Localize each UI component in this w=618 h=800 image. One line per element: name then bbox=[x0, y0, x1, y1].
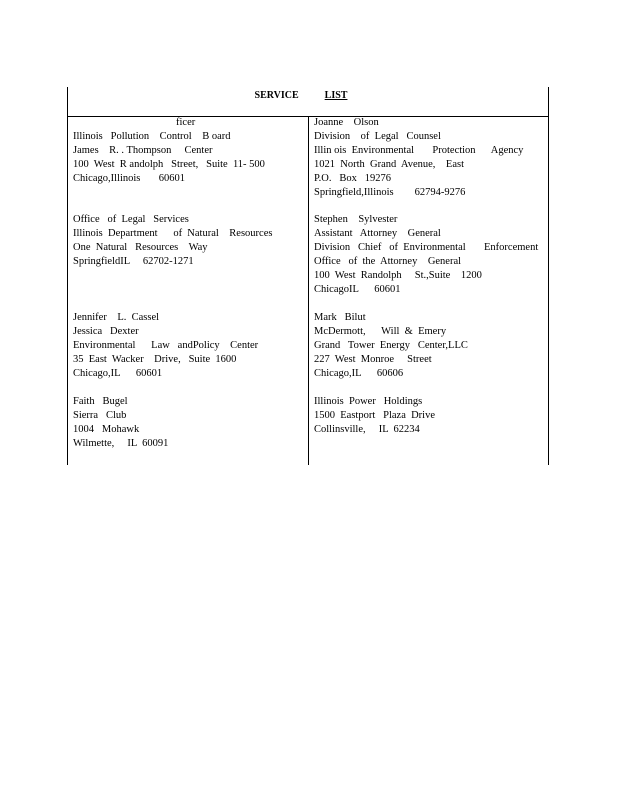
address-line: Illin ois Environmental Protection Agency bbox=[314, 145, 524, 156]
address-line: Chicago,IL 60606 bbox=[314, 368, 404, 379]
address-line: Division Chief of Environmental Enforcement bbox=[314, 242, 539, 253]
address-line: Chicago,IL 60601 bbox=[73, 368, 163, 379]
table-border-left bbox=[67, 87, 68, 465]
address-line: 227 West Monroe Street bbox=[314, 354, 432, 365]
address-line: 1021 North Grand Avenue, East bbox=[314, 159, 464, 170]
address-line: ficer bbox=[176, 117, 196, 128]
address-line: Collinsville, IL 62234 bbox=[314, 424, 420, 435]
address-line: Office of the Attorney General bbox=[314, 256, 462, 267]
address-line: Faith Bugel bbox=[73, 396, 128, 407]
address-line: Jessica Dexter bbox=[73, 326, 139, 337]
address-line: Jennifer L. Cassel bbox=[73, 312, 160, 323]
address-block-illinois-power-holdings bbox=[314, 395, 550, 437]
heading-word-list: LIST bbox=[324, 90, 348, 101]
address-line: Illinois Power Holdings bbox=[314, 396, 423, 407]
address-line: Stephen Sylvester bbox=[314, 214, 398, 225]
address-line: Environmental Law andPolicy Center bbox=[73, 340, 259, 351]
address-block-pollution-control-board bbox=[73, 116, 309, 186]
address-block-attorney-general bbox=[314, 213, 550, 297]
address-line: 35 East Wacker Drive, Suite 1600 bbox=[73, 354, 237, 365]
address-line: Office of Legal Services bbox=[73, 214, 189, 225]
address-line: Chicago,Illinois 60601 bbox=[73, 173, 185, 184]
address-line: Joanne Olson bbox=[314, 117, 379, 128]
address-line: Illinois Pollution Control B oard bbox=[73, 131, 231, 142]
address-line: P.O. Box 19276 bbox=[314, 173, 392, 184]
address-line: Grand Tower Energy Center,LLC bbox=[314, 340, 468, 351]
address-line: Springfield,Illinois 62794-9276 bbox=[314, 187, 466, 198]
address-line: One Natural Resources Way bbox=[73, 242, 208, 253]
address-line: 1004 Mohawk bbox=[73, 424, 140, 435]
address-line: Sierra Club bbox=[73, 410, 127, 421]
address-line: SpringfieldIL 62702-1271 bbox=[73, 256, 194, 267]
address-block-legal-services bbox=[73, 213, 309, 269]
address-line: Wilmette, IL 60091 bbox=[73, 438, 169, 449]
address-line: Illinois Department of Natural Resources bbox=[73, 228, 273, 239]
heading-word-service: SERVICE bbox=[254, 90, 299, 101]
address-line: 100 West R andolph Street, Suite 11- 500 bbox=[73, 159, 265, 170]
address-line: Assistant Attorney General bbox=[314, 228, 441, 239]
address-line: Mark Bilut bbox=[314, 312, 366, 323]
address-line: James R. . Thompson Center bbox=[73, 145, 213, 156]
address-line: ChicagoIL 60601 bbox=[314, 284, 401, 295]
service-list-heading bbox=[67, 90, 549, 102]
address-block-elpc bbox=[73, 311, 309, 381]
address-block-illinois-epa bbox=[314, 116, 550, 200]
address-line: McDermott, Will & Emery bbox=[314, 326, 447, 337]
address-line: Division of Legal Counsel bbox=[314, 131, 441, 142]
address-block-mcdermott bbox=[314, 311, 550, 381]
address-line: 1500 Eastport Plaza Drive bbox=[314, 410, 436, 421]
service-list-table bbox=[67, 87, 549, 465]
address-line: 100 West Randolph St.,Suite 1200 bbox=[314, 270, 482, 281]
address-block-sierra-club bbox=[73, 395, 309, 451]
